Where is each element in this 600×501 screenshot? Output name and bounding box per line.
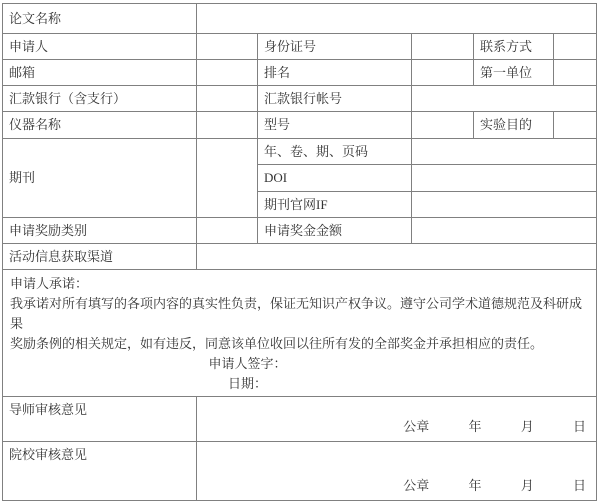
supervisor-day-label: 日 [573, 419, 587, 434]
model-input-cell[interactable] [412, 112, 474, 139]
row-supervisor-review [3, 397, 597, 442]
doi-input-cell[interactable] [412, 165, 597, 192]
journal-if-label: 期刊官网IF [258, 192, 412, 218]
bank-input-cell[interactable] [197, 86, 258, 112]
bank-label: 汇款银行（含支行） [3, 86, 197, 112]
date-label: 日期： [228, 376, 268, 391]
journal-label: 期刊 [3, 139, 197, 218]
row-journal-1 [3, 139, 597, 165]
contact-label: 联系方式 [474, 34, 554, 60]
supervisor-month-label: 月 [520, 419, 534, 434]
institution-review-cell[interactable] [197, 442, 597, 501]
supervisor-stamp-label: 公章 [403, 419, 430, 434]
institution-month-label: 月 [520, 478, 534, 493]
doi-label: DOI [258, 165, 412, 192]
award-amount-input-cell[interactable] [412, 218, 597, 244]
year-vol-issue-pages-label: 年、卷、期、页码 [258, 139, 412, 165]
ranking-label: 排名 [258, 60, 412, 86]
row-email [3, 60, 597, 86]
institution-stamp-label: 公章 [403, 478, 430, 493]
signature-label: 申请人签字： [208, 356, 287, 371]
row-bank [3, 86, 597, 112]
contact-input-cell[interactable] [554, 34, 597, 60]
model-label: 型号 [258, 112, 412, 139]
id-number-label: 身份证号 [258, 34, 412, 60]
award-amount-label: 申请奖金金额 [258, 218, 412, 244]
first-unit-input-cell[interactable] [554, 60, 597, 86]
applicant-label: 申请人 [3, 34, 197, 60]
row-paper-title [3, 4, 597, 34]
email-input-cell[interactable] [197, 60, 258, 86]
experiment-purpose-label: 实验目的 [474, 112, 554, 139]
commitment-line-1: 我承诺对所有填写的各项内容的真实性负责，保证无知识产权争议。遵守公司学术道德规范及科研成果 [10, 296, 583, 331]
supervisor-year-label: 年 [468, 419, 482, 434]
first-unit-label: 第一单位 [474, 60, 554, 86]
journal-if-input-cell[interactable] [412, 192, 597, 218]
applicant-input-cell[interactable] [197, 34, 258, 60]
paper-title-label: 论文名称 [3, 4, 197, 34]
row-applicant [3, 34, 597, 60]
year-vol-issue-pages-input-cell[interactable] [412, 139, 597, 165]
ranking-input-cell[interactable] [412, 60, 474, 86]
commitment-line-2: 奖励条例的相关规定，如有违反，同意该单位收回以往所有发的全部奖金并承担相应的责任。 [10, 336, 544, 351]
bank-account-input-cell[interactable] [412, 86, 597, 112]
application-form-table [2, 3, 597, 501]
info-channel-input-cell[interactable] [197, 244, 597, 270]
id-number-input-cell[interactable] [412, 34, 474, 60]
institution-day-label: 日 [573, 478, 587, 493]
row-commitment [3, 270, 597, 397]
row-award [3, 218, 597, 244]
email-label: 邮箱 [3, 60, 197, 86]
row-info-channel [3, 244, 597, 270]
institution-year-label: 年 [468, 478, 482, 493]
row-institution-review [3, 442, 597, 501]
bank-account-label: 汇款银行帐号 [258, 86, 412, 112]
info-channel-label: 活动信息获取渠道 [3, 244, 197, 270]
row-instrument [3, 112, 597, 139]
commitment-title: 申请人承诺： [10, 276, 89, 291]
institution-review-label: 院校审核意见 [3, 442, 197, 501]
experiment-purpose-input-cell[interactable] [554, 112, 597, 139]
award-category-input-cell[interactable] [197, 218, 258, 244]
award-category-label: 申请奖励类别 [3, 218, 197, 244]
commitment-cell [3, 270, 597, 397]
paper-title-input-cell[interactable] [197, 4, 597, 34]
instrument-name-input-cell[interactable] [197, 112, 258, 139]
journal-input-cell[interactable] [197, 139, 258, 218]
supervisor-review-label: 导师审核意见 [3, 397, 197, 442]
instrument-name-label: 仪器名称 [3, 112, 197, 139]
supervisor-review-cell[interactable] [197, 397, 597, 442]
